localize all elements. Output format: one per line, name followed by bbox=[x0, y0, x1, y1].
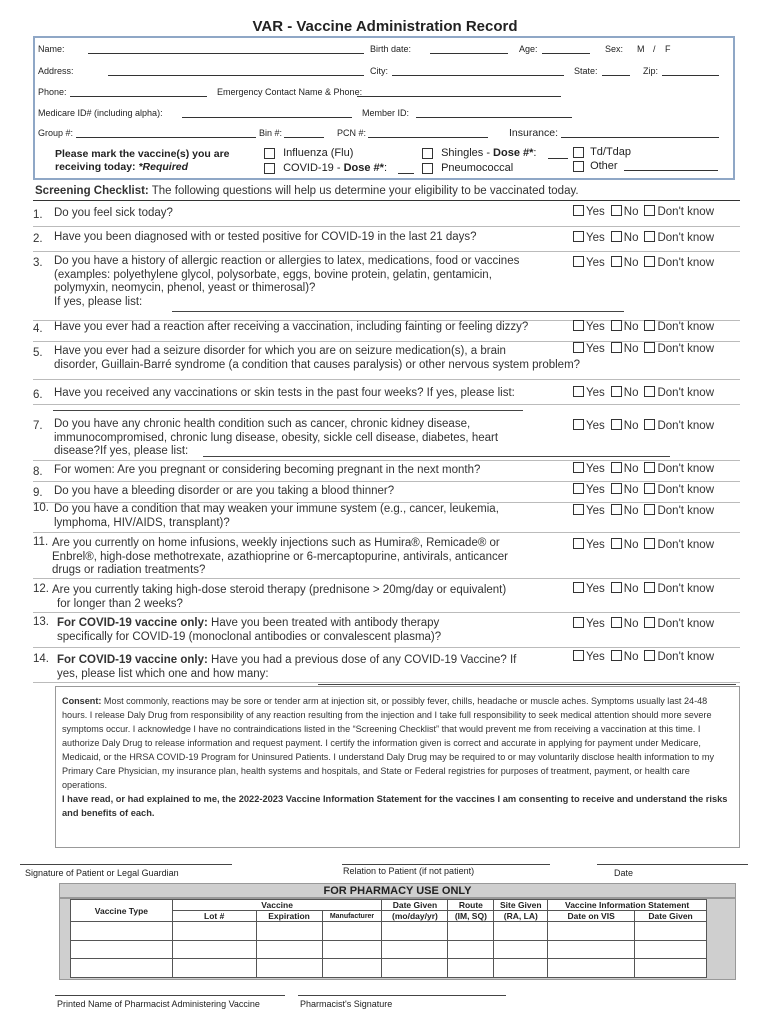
question-text: Do you feel sick today? bbox=[54, 207, 173, 219]
answer-label: No bbox=[623, 387, 639, 399]
col-vis-date: Date on VIS bbox=[548, 911, 635, 922]
question-text: Are you currently on home infusions, weekly injections such as Humira®, Remicade® or Enbrel®, high-dose methotrexate, azathioprine or 6-mercaptopurine, antivirals, anticancer drugs or radiation treatments? bbox=[52, 537, 508, 576]
city-label: City: bbox=[370, 66, 388, 76]
phone-field[interactable] bbox=[70, 87, 207, 97]
pharmacist-signature-label: Pharmacist's Signature bbox=[300, 999, 393, 1009]
yes-checkbox[interactable] bbox=[573, 342, 584, 353]
consent-box bbox=[55, 686, 740, 848]
question-number: 2. bbox=[33, 233, 43, 245]
yes-checkbox[interactable] bbox=[573, 504, 584, 515]
zip-field[interactable] bbox=[662, 66, 719, 76]
birth-date-field[interactable] bbox=[430, 44, 508, 54]
bin-field[interactable] bbox=[284, 128, 324, 138]
col-date-given-2: (mo/day/yr) bbox=[382, 911, 448, 922]
answer-label: Yes bbox=[586, 420, 605, 432]
question-divider bbox=[33, 341, 740, 342]
answer-label: No bbox=[623, 257, 639, 269]
answer-label: Yes bbox=[586, 387, 605, 399]
answer-options bbox=[573, 463, 720, 475]
medicare-label: Medicare ID# (including alpha): bbox=[38, 108, 163, 118]
other-label: Other bbox=[590, 160, 618, 172]
question-text: Do you have a history of allergic reaction or allergies to latex, medications, food or vaccines (examples: polyethylene glycol, polysorbate, eggs, bovine protein, gelatin, gentamicin, polymyxin, neomycin, phenol, yeast or thimerosal)? If yes, please list: bbox=[54, 255, 520, 308]
no-checkbox[interactable] bbox=[611, 342, 622, 353]
answer-options bbox=[573, 583, 720, 595]
table-row bbox=[71, 940, 707, 959]
date-label: Date bbox=[614, 868, 634, 878]
address-field[interactable] bbox=[108, 66, 364, 76]
bin-label: Bin #: bbox=[259, 128, 283, 138]
vaccine-prompt-text: receiving today: bbox=[55, 161, 139, 173]
vaccine-tdtdap-option[interactable] bbox=[573, 146, 631, 158]
col-expiration: Expiration bbox=[256, 911, 322, 922]
question-number: 6. bbox=[33, 389, 43, 401]
answer-label: Don't know bbox=[657, 232, 714, 244]
question-text: Are you currently taking high-dose steroid therapy (prednisone > 20mg/day or equivalent) for longer than 2 weeks? bbox=[52, 584, 507, 610]
pharmacist-name-line[interactable] bbox=[55, 995, 285, 996]
question-bold-prefix: For COVID-19 vaccine only: bbox=[57, 617, 208, 629]
question-divider bbox=[33, 578, 740, 579]
question-number: 10. bbox=[33, 502, 49, 514]
no-checkbox[interactable] bbox=[611, 231, 622, 242]
dont-know-checkbox[interactable] bbox=[644, 617, 655, 628]
required-note: *Required bbox=[138, 161, 189, 173]
page-title: VAR - Vaccine Administration Record bbox=[252, 18, 518, 35]
answer-label: Don't know bbox=[657, 343, 714, 355]
vaccine-prompt-line2 bbox=[55, 161, 188, 173]
divider bbox=[33, 200, 740, 201]
answer-label: Don't know bbox=[657, 539, 714, 551]
question-divider bbox=[33, 226, 740, 227]
dont-know-checkbox[interactable] bbox=[644, 231, 655, 242]
col-site-1: Site Given bbox=[494, 900, 548, 911]
answer-list-line[interactable] bbox=[53, 410, 523, 411]
answer-options bbox=[573, 651, 720, 663]
yes-checkbox[interactable] bbox=[573, 582, 584, 593]
col-date-given-1: Date Given bbox=[382, 900, 448, 911]
col-route-2: (IM, SQ) bbox=[448, 911, 494, 922]
yes-checkbox[interactable] bbox=[573, 205, 584, 216]
consent-acknowledgement: I have read, or had explained to me, the 2022-2023 Vaccine Information Statement for the vaccines I am consenting to receive and understand the risks and benefits of each. bbox=[62, 794, 728, 818]
answer-label: Don't know bbox=[657, 484, 714, 496]
answer-label: No bbox=[623, 484, 639, 496]
vaccine-covid-option[interactable] bbox=[264, 162, 387, 174]
dont-know-checkbox[interactable] bbox=[644, 538, 655, 549]
date-line[interactable] bbox=[597, 864, 748, 865]
shingles-checkbox[interactable] bbox=[422, 148, 433, 159]
question-text: Do you have a bleeding disorder or are you taking a blood thinner? bbox=[54, 485, 395, 497]
zip-label: Zip: bbox=[643, 66, 659, 76]
pharmacist-signature-line[interactable] bbox=[298, 995, 506, 996]
no-checkbox[interactable] bbox=[611, 320, 622, 331]
question-text: Have you ever had a reaction after receiving a vaccination, including fainting or feeling dizzy? bbox=[54, 321, 529, 333]
answer-label: No bbox=[623, 343, 639, 355]
name-label: Name: bbox=[38, 44, 65, 54]
tdtdap-checkbox[interactable] bbox=[573, 147, 584, 158]
dont-know-checkbox[interactable] bbox=[644, 582, 655, 593]
screening-intro: The following questions will help us determine your eligibility to be vaccinated today. bbox=[148, 185, 579, 197]
no-checkbox[interactable] bbox=[611, 650, 622, 661]
dont-know-checkbox[interactable] bbox=[644, 462, 655, 473]
question-text: Have you ever had a seizure disorder for which you are on seizure medication(s), a brain disorder, Guillain-Barré syndrome (a condition that causes paralysis) or other nervous system problem? bbox=[54, 345, 581, 371]
yes-checkbox[interactable] bbox=[573, 256, 584, 267]
question-number: 12. bbox=[33, 583, 49, 595]
state-field[interactable] bbox=[602, 66, 630, 76]
answer-label: Don't know bbox=[657, 618, 714, 630]
answer-label: Don't know bbox=[657, 463, 714, 475]
age-label: Age: bbox=[519, 44, 538, 54]
yes-checkbox[interactable] bbox=[573, 483, 584, 494]
covid-checkbox[interactable] bbox=[264, 163, 275, 174]
question-divider bbox=[33, 647, 740, 648]
sex-separator: / bbox=[653, 44, 656, 54]
answer-label: Yes bbox=[586, 343, 605, 355]
col-vaccine-type: Vaccine Type bbox=[71, 900, 173, 922]
answer-label: No bbox=[623, 321, 639, 333]
col-vaccine-group: Vaccine bbox=[172, 900, 382, 911]
dont-know-checkbox[interactable] bbox=[644, 650, 655, 661]
pneumo-label: Pneumococcal bbox=[441, 162, 514, 174]
yes-checkbox[interactable] bbox=[573, 538, 584, 549]
vaccine-other-option[interactable] bbox=[573, 160, 618, 172]
shingles-dose-colon: : bbox=[533, 147, 537, 159]
answer-label: Yes bbox=[586, 206, 605, 218]
question-text: Do you have any chronic health condition such as cancer, chronic kidney disease, immunocompromised, chronic lung disease, obesity, sickle cell disease, diabetes, heart disease?If yes, please list: bbox=[54, 418, 499, 457]
answer-label: No bbox=[623, 505, 639, 517]
answer-list-line[interactable] bbox=[172, 311, 624, 312]
consent-text: Most commonly, reactions may be sore or tender arm at injection sit, or possibly fever, chills, headache or muscle aches. Symptoms usually last 24-48 hours. I release Daly Drug from responsibility of any reaction resulting from the injection and I take full responsibility to seek medical attention should more severe symptoms occur. I acknowledge I have no contraindications listed in the “Screening Checklist” that would prevent me from receiving a vaccination at this time. I authorize Daly Drug to release information and request payment. I certify the information given is correct and accurate in applying for payment under Medicare, Medicaid, or the HRSA COVID-19 Program for Uninsured Patients. I understand Daly Drug may be required to or may voluntarily disclose health information to my Primary Care Physician, my insurance plan, health systems and hospitals, and State or Federal registries for purposes of treatment, payment, or health care operations. bbox=[62, 696, 715, 790]
pcn-label: PCN #: bbox=[337, 128, 367, 138]
question-text: For COVID-19 vaccine only: Have you had a previous dose of any COVID-19 Vaccine? If yes, please list which one and how many: bbox=[57, 654, 517, 680]
yes-checkbox[interactable] bbox=[573, 462, 584, 473]
no-checkbox[interactable] bbox=[611, 419, 622, 430]
answer-label: Yes bbox=[586, 505, 605, 517]
answer-label: No bbox=[623, 539, 639, 551]
name-field[interactable] bbox=[88, 44, 364, 54]
answer-label: Yes bbox=[586, 484, 605, 496]
phone-label: Phone: bbox=[38, 87, 67, 97]
answer-options bbox=[573, 484, 720, 496]
other-field[interactable] bbox=[624, 161, 718, 171]
member-id-field[interactable] bbox=[416, 108, 572, 118]
question-divider bbox=[33, 481, 740, 482]
answer-options bbox=[573, 257, 720, 269]
sex-f-option[interactable]: F bbox=[665, 44, 671, 54]
insurance-label: Insurance: bbox=[509, 127, 559, 139]
dont-know-checkbox[interactable] bbox=[644, 504, 655, 515]
answer-label: No bbox=[623, 232, 639, 244]
question-number: 14. bbox=[33, 653, 49, 665]
col-lot: Lot # bbox=[172, 911, 256, 922]
yes-checkbox[interactable] bbox=[573, 320, 584, 331]
answer-options bbox=[573, 618, 720, 630]
yes-checkbox[interactable] bbox=[573, 617, 584, 628]
sex-m-option[interactable]: M bbox=[637, 44, 645, 54]
sex-label: Sex: bbox=[605, 44, 624, 54]
answer-label: Yes bbox=[586, 463, 605, 475]
col-site-2: (RA, LA) bbox=[494, 911, 548, 922]
no-checkbox[interactable] bbox=[611, 504, 622, 515]
question-bold-prefix: For COVID-19 vaccine only: bbox=[57, 654, 208, 666]
answer-label: No bbox=[623, 463, 639, 475]
col-vis: Vaccine Information Statement bbox=[548, 900, 707, 911]
yes-checkbox[interactable] bbox=[573, 650, 584, 661]
answer-label: Yes bbox=[586, 539, 605, 551]
table-row bbox=[71, 922, 707, 941]
question-divider bbox=[33, 612, 740, 613]
covid-dose-field[interactable] bbox=[398, 164, 414, 174]
pcn-field[interactable] bbox=[368, 128, 488, 138]
dont-know-checkbox[interactable] bbox=[644, 342, 655, 353]
question-divider bbox=[33, 532, 740, 533]
covid-dose-label: Dose #* bbox=[343, 162, 384, 174]
question-number: 3. bbox=[33, 257, 43, 269]
answer-label: Yes bbox=[586, 618, 605, 630]
vaccine-pneumo-option[interactable] bbox=[422, 162, 513, 174]
answer-options bbox=[573, 420, 720, 432]
answer-label: Don't know bbox=[657, 420, 714, 432]
answer-label: Don't know bbox=[657, 651, 714, 663]
screening-title: Screening Checklist: bbox=[35, 185, 149, 197]
answer-label: No bbox=[623, 420, 639, 432]
flu-checkbox[interactable] bbox=[264, 148, 275, 159]
answer-label: Don't know bbox=[657, 206, 714, 218]
age-field[interactable] bbox=[542, 44, 590, 54]
answer-list-line[interactable] bbox=[318, 684, 736, 685]
emergency-contact-label: Emergency Contact Name & Phone: bbox=[217, 87, 363, 97]
other-checkbox[interactable] bbox=[573, 161, 584, 172]
answer-label: Don't know bbox=[657, 505, 714, 517]
yes-checkbox[interactable] bbox=[573, 231, 584, 242]
patient-signature-label: Signature of Patient or Legal Guardian bbox=[25, 868, 179, 878]
answer-options bbox=[573, 343, 720, 355]
answer-label: Yes bbox=[586, 321, 605, 333]
dont-know-checkbox[interactable] bbox=[644, 419, 655, 430]
member-id-label: Member ID: bbox=[362, 108, 410, 118]
question-number: 9. bbox=[33, 487, 43, 499]
question-number: 7. bbox=[33, 420, 43, 432]
shingles-dose-label: Dose #* bbox=[493, 147, 534, 159]
answer-label: No bbox=[623, 651, 639, 663]
shingles-label: Shingles - bbox=[441, 147, 494, 159]
question-text: Have you been diagnosed with or tested positive for COVID-19 in the last 21 days? bbox=[54, 231, 477, 243]
answer-label: Yes bbox=[586, 583, 605, 595]
question-number: 13. bbox=[33, 616, 49, 628]
no-checkbox[interactable] bbox=[611, 462, 622, 473]
answer-label: Yes bbox=[586, 257, 605, 269]
birth-date-label: Birth date: bbox=[370, 44, 412, 54]
yes-checkbox[interactable] bbox=[573, 386, 584, 397]
answer-label: Don't know bbox=[657, 257, 714, 269]
answer-list-line[interactable] bbox=[203, 456, 670, 457]
tdtdap-label: Td/Tdap bbox=[590, 146, 632, 158]
question-number: 1. bbox=[33, 209, 43, 221]
answer-label: Don't know bbox=[657, 583, 714, 595]
answer-label: No bbox=[623, 206, 639, 218]
covid-dose-colon: : bbox=[383, 162, 387, 174]
question-divider bbox=[33, 379, 740, 380]
pneumo-checkbox[interactable] bbox=[422, 163, 433, 174]
answer-options bbox=[573, 505, 720, 517]
relation-label: Relation to Patient (if not patient) bbox=[343, 866, 475, 876]
pharmacy-heading: FOR PHARMACY USE ONLY bbox=[59, 883, 736, 898]
screening-heading bbox=[35, 185, 579, 197]
no-checkbox[interactable] bbox=[611, 205, 622, 216]
dont-know-checkbox[interactable] bbox=[644, 205, 655, 216]
question-number: 5. bbox=[33, 347, 43, 359]
answer-options bbox=[573, 206, 720, 218]
no-checkbox[interactable] bbox=[611, 386, 622, 397]
answer-label: No bbox=[623, 583, 639, 595]
answer-options bbox=[573, 232, 720, 244]
question-number: 8. bbox=[33, 466, 43, 478]
dont-know-checkbox[interactable] bbox=[644, 483, 655, 494]
vaccine-shingles-option[interactable] bbox=[422, 147, 536, 159]
question-divider bbox=[33, 251, 740, 252]
no-checkbox[interactable] bbox=[611, 538, 622, 549]
no-checkbox[interactable] bbox=[611, 617, 622, 628]
answer-label: Yes bbox=[586, 232, 605, 244]
shingles-dose-field[interactable] bbox=[548, 149, 568, 159]
answer-options bbox=[573, 539, 720, 551]
col-vis-given: Date Given bbox=[635, 911, 707, 922]
answer-label: Don't know bbox=[657, 387, 714, 399]
question-divider bbox=[33, 682, 740, 683]
pharmacy-table bbox=[70, 899, 707, 978]
answer-label: Don't know bbox=[657, 321, 714, 333]
table-row bbox=[71, 959, 707, 978]
pharmacist-name-label: Printed Name of Pharmacist Administering Vaccine bbox=[57, 999, 260, 1009]
col-route-1: Route bbox=[448, 900, 494, 911]
question-divider bbox=[33, 460, 740, 461]
covid-label: COVID-19 - bbox=[283, 162, 344, 174]
col-manufacturer: Manufacturer bbox=[322, 911, 382, 922]
medicare-field[interactable] bbox=[182, 108, 352, 118]
answer-options bbox=[573, 387, 720, 399]
dont-know-checkbox[interactable] bbox=[644, 256, 655, 267]
yes-checkbox[interactable] bbox=[573, 419, 584, 430]
question-divider bbox=[33, 404, 740, 405]
no-checkbox[interactable] bbox=[611, 483, 622, 494]
address-label: Address: bbox=[38, 66, 74, 76]
consent-label: Consent: bbox=[62, 696, 102, 706]
question-text: Have you received any vaccinations or skin tests in the past four weeks? If yes, please list: bbox=[54, 387, 515, 399]
answer-label: Yes bbox=[586, 651, 605, 663]
insurance-field[interactable] bbox=[561, 128, 719, 138]
question-number: 4. bbox=[33, 323, 43, 335]
vaccine-flu-option[interactable] bbox=[264, 147, 353, 159]
city-field[interactable] bbox=[392, 66, 564, 76]
answer-label: No bbox=[623, 618, 639, 630]
flu-label: Influenza (Flu) bbox=[283, 147, 354, 159]
group-label: Group #: bbox=[38, 128, 74, 138]
state-label: State: bbox=[574, 66, 598, 76]
question-text: For COVID-19 vaccine only: Have you been treated with antibody therapy specifically for COVID-19 (monoclonal antibodies or convalescent plasma)? bbox=[57, 617, 442, 643]
relation-line[interactable] bbox=[342, 864, 550, 865]
no-checkbox[interactable] bbox=[611, 582, 622, 593]
question-text: Do you have a condition that may weaken your immune system (e.g., cancer, leukemia, lymphoma, HIV/AIDS, transplant)? bbox=[54, 503, 499, 529]
answer-options bbox=[573, 321, 720, 333]
vaccine-prompt-line1: Please mark the vaccine(s) you are bbox=[55, 148, 230, 160]
no-checkbox[interactable] bbox=[611, 256, 622, 267]
patient-signature-line[interactable] bbox=[20, 864, 232, 865]
dont-know-checkbox[interactable] bbox=[644, 320, 655, 331]
question-number: 11. bbox=[33, 536, 49, 548]
group-field[interactable] bbox=[76, 128, 256, 138]
dont-know-checkbox[interactable] bbox=[644, 386, 655, 397]
question-text: For women: Are you pregnant or considering becoming pregnant in the next month? bbox=[54, 464, 481, 476]
emergency-contact-field[interactable] bbox=[357, 87, 561, 97]
